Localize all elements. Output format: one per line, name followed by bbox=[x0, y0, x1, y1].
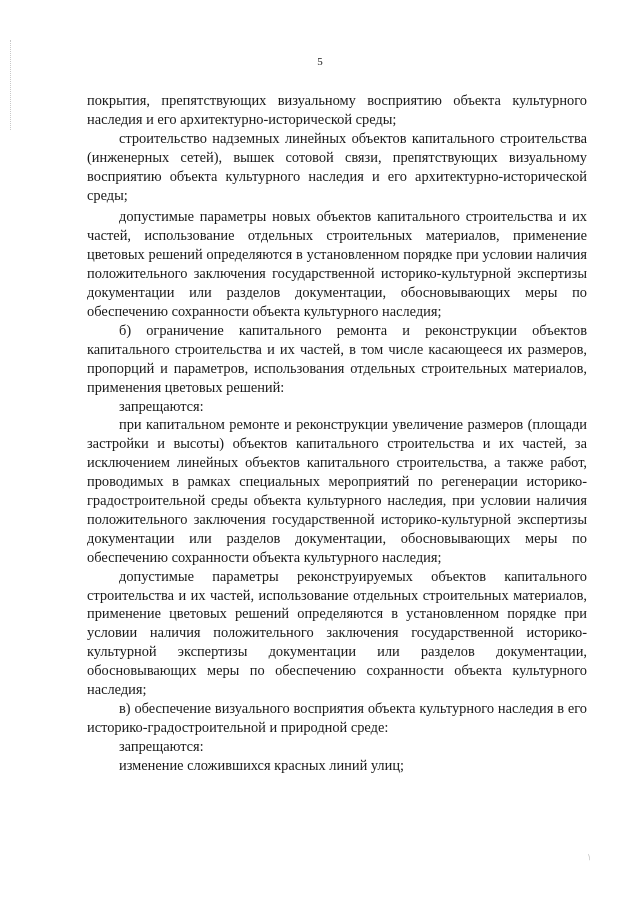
paragraph-repair-increase: при капитальном ремонте и реконструкции увеличение размеров (площади застройки и высоты) объектов капитального строительства и их частей, за исключением линейных объектов капитального строительства, а также работ, проводимых в рамках специальных мероприятий по регенерации историко-градостроительной среды объекта культурного наследия, при условии наличия положительного заключения государственной историко-культурной экспертизы документации или разделов документации, обосновывающих меры по обеспечению сохранности объекта культурного наследия; bbox=[87, 417, 587, 566]
paragraph-continuation: покрытия, препятствующих визуальному восприятию объекта культурного наследия и его архитектурно-исторической среды; bbox=[87, 93, 587, 128]
scan-corner-mark: / bbox=[585, 852, 593, 862]
scan-margin-mark bbox=[10, 40, 12, 130]
paragraph-red-lines: изменение сложившихся красных линий улиц; bbox=[119, 757, 405, 774]
paragraph-item-v: в) обеспечение визуального восприятия объекта культурного наследия в его историко-градостроительной и природной среде: bbox=[87, 701, 587, 736]
paragraph-prohibited-1: запрещаются: bbox=[119, 398, 204, 415]
paragraph-item-b: б) ограничение капитального ремонта и реконструкции объектов капитального строительства и их частей, в том числе касающееся их размеров, пропорций и параметров, использования отдельных строительных материалов, применения цветовых решений: bbox=[87, 322, 587, 396]
document-body bbox=[87, 92, 587, 776]
paragraph-allowed-new: допустимые параметры новых объектов капитального строительства и их частей, использование отдельных строительных материалов, применение цветовых решений определяются в установленном порядке при условии наличия положительного заключения государственной историко-культурной экспертизы документации или разделов документации, обосновывающих меры по обеспечению сохранности объекта культурного наследия; bbox=[87, 209, 587, 320]
page-number: 5 bbox=[317, 56, 323, 68]
paragraph-allowed-reconstructed: допустимые параметры реконструируемых объектов капитального строительства и их частей, использование отдельных строительных материалов, применение цветовых решений определяются в установленном порядке при условии наличия положительного заключения государственной историко-культурной экспертизы документации или разделов документации, обосновывающих меры по обеспечению сохранности объекта культурного наследия; bbox=[87, 568, 587, 699]
paragraph-prohibited-2: запрещаются: bbox=[119, 738, 204, 755]
paragraph-construction-lines: строительство надземных линейных объектов капитального строительства (инженерных сетей), вышек сотовой связи, препятствующих визуальному восприятию объекта культурного наследия и его архитектурно-исторической среды; bbox=[87, 130, 587, 204]
